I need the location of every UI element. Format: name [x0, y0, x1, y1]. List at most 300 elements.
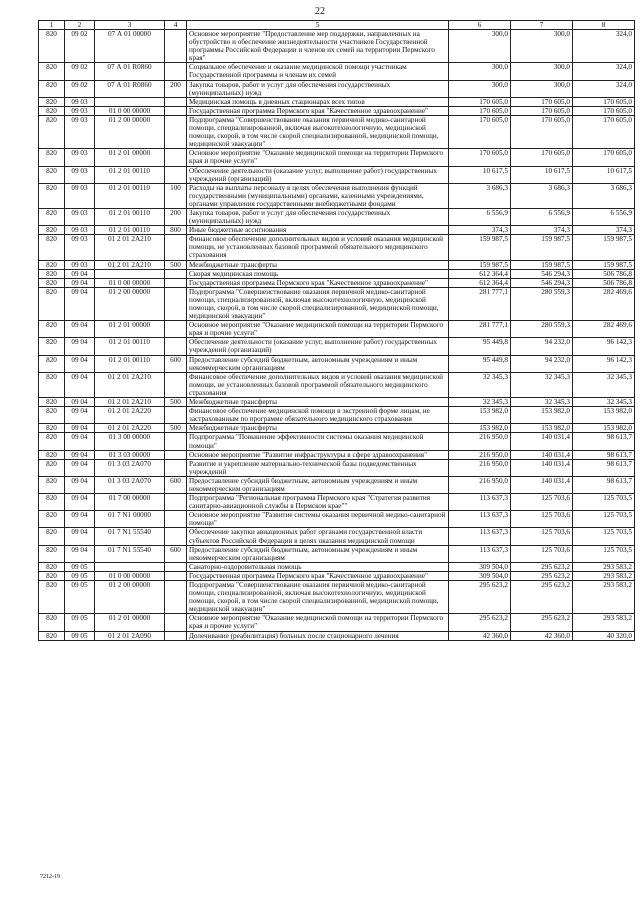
cell-amount-year1: 216 950,0: [449, 459, 511, 476]
cell-expense-type: [165, 166, 187, 183]
cell-ministry: 820: [39, 355, 65, 372]
cell-target-article: 01 2 01 00000: [95, 614, 165, 631]
cell-amount-year3: 98 613,7: [573, 433, 635, 450]
table-row: [39, 450, 635, 459]
cell-amount-year2: 295 623,2: [511, 562, 573, 571]
cell-expense-type: [165, 494, 187, 511]
cell-target-article: 01 0 00 00000: [95, 106, 165, 115]
cell-amount-year3: 32 345,3: [573, 398, 635, 407]
table-row: [39, 149, 635, 166]
cell-amount-year3: 293 583,2: [573, 614, 635, 631]
cell-amount-year3: 324,0: [573, 63, 635, 80]
cell-ministry: 820: [39, 459, 65, 476]
header-cell: 6: [449, 21, 511, 30]
cell-amount-year2: 6 556,9: [511, 208, 573, 225]
footer-code: 7212-19: [40, 874, 60, 880]
cell-expense-type: [165, 106, 187, 115]
cell-amount-year2: 546 294,3: [511, 278, 573, 287]
cell-amount-year3: 153 982,0: [573, 407, 635, 424]
cell-description: Предоставление субсидий бюджетным, автономным учреждениям и иным некоммерческим организациям: [187, 476, 449, 493]
cell-amount-year1: 113 637,3: [449, 545, 511, 562]
table-row: [39, 355, 635, 372]
cell-description: Санаторно-оздоровительная помощь: [187, 562, 449, 571]
cell-amount-year3: 170 605,0: [573, 115, 635, 148]
table-row: [39, 235, 635, 260]
cell-amount-year3: 125 703,5: [573, 528, 635, 545]
table-row: [39, 545, 635, 562]
cell-description: Обеспечение деятельности (оказание услуг, выполнение работ) государственных учреждений (организаций): [187, 338, 449, 355]
header-cell: 5: [187, 21, 449, 30]
cell-amount-year2: 295 623,2: [511, 571, 573, 580]
cell-target-article: 01 2 01 00110: [95, 355, 165, 372]
cell-ministry: 820: [39, 287, 65, 320]
cell-amount-year2: 94 232,0: [511, 355, 573, 372]
cell-expense-type: 500: [165, 260, 187, 269]
cell-amount-year2: 32 345,3: [511, 398, 573, 407]
cell-amount-year1: 170 605,0: [449, 97, 511, 106]
cell-ministry: 820: [39, 226, 65, 235]
cell-amount-year1: 153 982,0: [449, 407, 511, 424]
cell-target-article: 01 2 00 00000: [95, 581, 165, 614]
cell-amount-year1: 295 623,2: [449, 581, 511, 614]
cell-ministry: 820: [39, 372, 65, 397]
cell-section: 09 04: [65, 511, 95, 528]
cell-description: Основное мероприятие "Оказание медицинской помощи на территории Пермского края и прочие услуги": [187, 149, 449, 166]
cell-amount-year2: 170 605,0: [511, 115, 573, 148]
cell-amount-year2: 170 605,0: [511, 97, 573, 106]
cell-ministry: 820: [39, 106, 65, 115]
cell-amount-year3: 6 556,9: [573, 208, 635, 225]
cell-amount-year2: 140 031,4: [511, 450, 573, 459]
cell-description: Финансовое обеспечение дополнительных видов и условий оказания медицинской помощи, не установленных базовой программой обязательного медицинского страхования: [187, 235, 449, 260]
cell-amount-year3: 506 786,8: [573, 278, 635, 287]
cell-amount-year1: 113 637,3: [449, 494, 511, 511]
cell-section: 09 04: [65, 494, 95, 511]
cell-amount-year1: 374,3: [449, 226, 511, 235]
cell-description: Основное мероприятие "Предоставление мер поддержки, направленных на обустройство и обеспечение жизнедеятельности участников Государственной программы Российской Федерации и членов их семей на территории Пермского края": [187, 30, 449, 63]
cell-expense-type: [165, 562, 187, 571]
cell-amount-year2: 374,3: [511, 226, 573, 235]
cell-expense-type: [165, 287, 187, 320]
cell-amount-year2: 170 605,0: [511, 149, 573, 166]
cell-section: 09 04: [65, 338, 95, 355]
cell-section: 09 03: [65, 183, 95, 208]
table-row: [39, 494, 635, 511]
cell-amount-year3: 159 987,5: [573, 235, 635, 260]
cell-amount-year3: 159 987,5: [573, 260, 635, 269]
header-cell: 4: [165, 21, 187, 30]
cell-target-article: 01 7 N1 00000: [95, 511, 165, 528]
table-header-row: [39, 21, 635, 30]
cell-expense-type: [165, 581, 187, 614]
cell-amount-year3: 98 613,7: [573, 459, 635, 476]
cell-section: 09 04: [65, 269, 95, 278]
cell-ministry: 820: [39, 476, 65, 493]
cell-amount-year3: 125 703,5: [573, 494, 635, 511]
table-row: [39, 476, 635, 493]
cell-amount-year1: 281 777,1: [449, 321, 511, 338]
cell-expense-type: [165, 115, 187, 148]
table-row: [39, 166, 635, 183]
cell-section: 09 04: [65, 407, 95, 424]
cell-amount-year2: 140 031,4: [511, 459, 573, 476]
cell-section: 09 04: [65, 450, 95, 459]
cell-amount-year2: 125 703,6: [511, 494, 573, 511]
cell-expense-type: [165, 278, 187, 287]
cell-amount-year1: 95 449,8: [449, 355, 511, 372]
cell-description: Основное мероприятие "Оказание медицинской помощи на территории Пермского края и прочие услуги": [187, 321, 449, 338]
header-cell: 3: [95, 21, 165, 30]
cell-amount-year2: 280 559,3: [511, 287, 573, 320]
cell-amount-year1: 170 605,0: [449, 149, 511, 166]
cell-expense-type: 200: [165, 208, 187, 225]
cell-amount-year2: 295 623,2: [511, 614, 573, 631]
cell-description: Финансовое обеспечение дополнительных видов и условий оказания медицинской помощи, не установленных базовой программой обязательного медицинского страхования: [187, 372, 449, 397]
cell-amount-year2: 280 559,3: [511, 321, 573, 338]
cell-expense-type: [165, 63, 187, 80]
table-row: [39, 183, 635, 208]
cell-section: 09 04: [65, 476, 95, 493]
cell-target-article: 01 2 01 2А210: [95, 260, 165, 269]
cell-target-article: 01 3 00 00000: [95, 433, 165, 450]
cell-expense-type: 600: [165, 545, 187, 562]
cell-expense-type: 200: [165, 80, 187, 97]
cell-section: 09 02: [65, 30, 95, 63]
cell-amount-year2: 94 232,0: [511, 338, 573, 355]
cell-amount-year1: 216 950,0: [449, 476, 511, 493]
budget-table: [38, 20, 635, 641]
cell-amount-year3: 506 786,8: [573, 269, 635, 278]
cell-amount-year3: 282 469,6: [573, 287, 635, 320]
cell-expense-type: [165, 372, 187, 397]
cell-target-article: 01 2 01 00000: [95, 321, 165, 338]
cell-amount-year1: 42 360,0: [449, 631, 511, 640]
cell-expense-type: 600: [165, 355, 187, 372]
header-cell: 2: [65, 21, 95, 30]
cell-amount-year3: 3 686,3: [573, 183, 635, 208]
cell-amount-year3: 293 583,2: [573, 581, 635, 614]
cell-amount-year1: 159 987,5: [449, 235, 511, 260]
cell-amount-year1: 10 617,5: [449, 166, 511, 183]
cell-target-article: 01 2 00 00000: [95, 287, 165, 320]
cell-ministry: 820: [39, 97, 65, 106]
cell-description: Скорая медицинская помощь: [187, 269, 449, 278]
cell-target-article: 01 2 01 2А210: [95, 372, 165, 397]
cell-ministry: 820: [39, 528, 65, 545]
cell-amount-year2: 32 345,3: [511, 372, 573, 397]
cell-amount-year2: 140 031,4: [511, 433, 573, 450]
cell-ministry: 820: [39, 571, 65, 580]
cell-description: Расходы на выплаты персоналу в целях обеспечения выполнения функций государственными (муниципальными) органами, казенными учреждениями, органами управления государственными внебюджетными фондами: [187, 183, 449, 208]
cell-amount-year1: 612 364,4: [449, 278, 511, 287]
cell-description: Развитие и укрепление материально-технической базы подведомственных учреждений: [187, 459, 449, 476]
cell-target-article: 01 2 01 00110: [95, 226, 165, 235]
cell-amount-year3: 282 469,6: [573, 321, 635, 338]
cell-description: Финансовое обеспечение медицинской помощи в экстренной форме лицам, не застрахованным по программе обязательного медицинского страхования: [187, 407, 449, 424]
table-row: [39, 208, 635, 225]
cell-amount-year2: 42 360,0: [511, 631, 573, 640]
cell-target-article: 07 А 01 00000: [95, 30, 165, 63]
cell-description: Предоставление субсидий бюджетным, автономным учреждениям и иным некоммерческим организациям: [187, 355, 449, 372]
cell-expense-type: [165, 511, 187, 528]
cell-target-article: 01 2 01 00000: [95, 149, 165, 166]
cell-amount-year2: 546 294,3: [511, 269, 573, 278]
cell-target-article: 01 3 03 2А070: [95, 476, 165, 493]
cell-amount-year3: 96 142,3: [573, 355, 635, 372]
cell-amount-year1: 300,0: [449, 30, 511, 63]
cell-section: 09 04: [65, 287, 95, 320]
cell-description: Долечивание (реабилитация) больных после стационарного лечения: [187, 631, 449, 640]
table-row: [39, 424, 635, 433]
cell-description: Медицинская помощь в дневных стационарах всех типов: [187, 97, 449, 106]
page-number: 22: [315, 6, 325, 17]
cell-description: Социальное обеспечение и оказание медицинской помощи участникам Государственной программы и членам их семей: [187, 63, 449, 80]
cell-section: 09 03: [65, 115, 95, 148]
cell-amount-year3: 98 613,7: [573, 476, 635, 493]
cell-target-article: 01 3 03 2А070: [95, 459, 165, 476]
table-row: [39, 631, 635, 640]
cell-ministry: 820: [39, 183, 65, 208]
cell-target-article: 01 2 01 2А210: [95, 398, 165, 407]
cell-amount-year1: 113 637,3: [449, 528, 511, 545]
cell-amount-year2: 159 987,5: [511, 260, 573, 269]
cell-section: 09 05: [65, 631, 95, 640]
cell-amount-year2: 153 982,0: [511, 424, 573, 433]
table-row: [39, 398, 635, 407]
cell-amount-year1: 300,0: [449, 80, 511, 97]
table-row: [39, 278, 635, 287]
cell-amount-year2: 125 703,6: [511, 528, 573, 545]
cell-expense-type: [165, 407, 187, 424]
cell-section: 09 03: [65, 149, 95, 166]
table-body: [39, 30, 635, 641]
cell-description: Основное мероприятие "Развитие системы оказания первичной медико-санитарной помощи": [187, 511, 449, 528]
table-row: [39, 30, 635, 63]
cell-target-article: 01 2 01 00110: [95, 166, 165, 183]
cell-target-article: 01 2 00 00000: [95, 115, 165, 148]
cell-description: Подпрограмма "Региональная программа Пермского края "Стратегия развития санитарно-авиационной службы в Пермском крае"": [187, 494, 449, 511]
cell-description: Закупка товаров, работ и услуг для обеспечения государственных (муниципальных) нужд: [187, 80, 449, 97]
cell-amount-year2: 153 982,0: [511, 407, 573, 424]
cell-amount-year1: 281 777,1: [449, 287, 511, 320]
cell-amount-year3: 125 703,5: [573, 545, 635, 562]
cell-amount-year3: 98 613,7: [573, 450, 635, 459]
cell-target-article: 01 3 03 00000: [95, 450, 165, 459]
cell-amount-year2: 125 703,6: [511, 511, 573, 528]
cell-amount-year3: 293 583,2: [573, 571, 635, 580]
cell-target-article: 01 0 00 00000: [95, 571, 165, 580]
table-row: [39, 80, 635, 97]
cell-expense-type: 500: [165, 424, 187, 433]
cell-amount-year1: 612 364,4: [449, 269, 511, 278]
cell-description: Подпрограмма "Совершенствование оказания первичной медико-санитарной помощи, специализированной, включая высокотехнологичную, медицинской помощи, скорой, в том числе скорой специализированной, медицинской помощи, медицинской эвакуации": [187, 115, 449, 148]
table-row: [39, 407, 635, 424]
cell-description: Государственная программа Пермского края "Качественное здравоохранение": [187, 278, 449, 287]
cell-target-article: 01 2 01 2А090: [95, 631, 165, 640]
cell-description: Обеспечение деятельности (оказание услуг, выполнение работ) государственных учреждений (организаций): [187, 166, 449, 183]
cell-amount-year1: 170 605,0: [449, 115, 511, 148]
cell-section: 09 05: [65, 571, 95, 580]
table-row: [39, 614, 635, 631]
cell-amount-year2: 125 703,6: [511, 545, 573, 562]
cell-ministry: 820: [39, 269, 65, 278]
cell-target-article: 07 А 01 R0860: [95, 80, 165, 97]
table-row: [39, 562, 635, 571]
cell-target-article: 01 2 01 00110: [95, 183, 165, 208]
cell-description: Предоставление субсидий бюджетным, автономным учреждениям и иным некоммерческим организациям: [187, 545, 449, 562]
cell-amount-year1: 295 623,2: [449, 614, 511, 631]
cell-expense-type: [165, 338, 187, 355]
cell-amount-year1: 309 504,0: [449, 571, 511, 580]
cell-ministry: 820: [39, 450, 65, 459]
cell-section: 09 04: [65, 398, 95, 407]
cell-ministry: 820: [39, 562, 65, 571]
cell-section: 09 03: [65, 226, 95, 235]
cell-expense-type: [165, 321, 187, 338]
table-row: [39, 338, 635, 355]
cell-ministry: 820: [39, 338, 65, 355]
cell-expense-type: [165, 450, 187, 459]
header-cell: 8: [573, 21, 635, 30]
cell-target-article: 01 0 00 00000: [95, 278, 165, 287]
cell-amount-year1: 32 345,3: [449, 372, 511, 397]
cell-target-article: [95, 562, 165, 571]
cell-ministry: 820: [39, 398, 65, 407]
cell-expense-type: [165, 149, 187, 166]
table-row: [39, 321, 635, 338]
cell-amount-year2: 140 031,4: [511, 476, 573, 493]
cell-target-article: 07 А 01 R0860: [95, 63, 165, 80]
cell-target-article: 01 2 01 00110: [95, 338, 165, 355]
table-row: [39, 97, 635, 106]
cell-section: 09 04: [65, 372, 95, 397]
cell-section: 09 03: [65, 260, 95, 269]
cell-ministry: 820: [39, 614, 65, 631]
cell-amount-year3: 96 142,3: [573, 338, 635, 355]
cell-ministry: 820: [39, 407, 65, 424]
cell-description: Межбюджетные трансферты: [187, 424, 449, 433]
cell-section: 09 03: [65, 208, 95, 225]
cell-ministry: 820: [39, 433, 65, 450]
cell-amount-year2: 170 605,0: [511, 106, 573, 115]
cell-target-article: 01 7 00 00000: [95, 494, 165, 511]
table-row: [39, 581, 635, 614]
cell-ministry: 820: [39, 80, 65, 97]
cell-description: Закупка товаров, работ и услуг для обеспечения государственных (муниципальных) нужд: [187, 208, 449, 225]
cell-amount-year1: 3 686,3: [449, 183, 511, 208]
table-row: [39, 226, 635, 235]
cell-amount-year3: 125 703,5: [573, 511, 635, 528]
cell-description: Основное мероприятие "Развитие инфраструктуры в сфере здравоохранения": [187, 450, 449, 459]
cell-section: 09 04: [65, 528, 95, 545]
cell-description: Подпрограмма "Совершенствование оказания первичной медико-санитарной помощи, специализированной, включая высокотехнологичную, медицинской помощи, скорой, в том числе скорой специализированной, медицинской помощи, медицинской эвакуации": [187, 581, 449, 614]
cell-amount-year3: 293 583,2: [573, 562, 635, 571]
cell-amount-year3: 170 605,0: [573, 149, 635, 166]
cell-amount-year3: 324,0: [573, 80, 635, 97]
cell-target-article: 01 2 01 00110: [95, 208, 165, 225]
cell-ministry: 820: [39, 115, 65, 148]
cell-ministry: 820: [39, 545, 65, 562]
cell-section: 09 02: [65, 80, 95, 97]
cell-amount-year2: 300,0: [511, 63, 573, 80]
cell-amount-year3: 170 605,0: [573, 97, 635, 106]
cell-ministry: 820: [39, 149, 65, 166]
cell-expense-type: 600: [165, 476, 187, 493]
cell-section: 09 04: [65, 355, 95, 372]
cell-section: 09 03: [65, 235, 95, 260]
table-row: [39, 260, 635, 269]
cell-expense-type: 100: [165, 183, 187, 208]
cell-section: 09 03: [65, 97, 95, 106]
table-row: [39, 287, 635, 320]
cell-section: 09 04: [65, 424, 95, 433]
cell-amount-year3: 153 982,0: [573, 424, 635, 433]
cell-ministry: 820: [39, 208, 65, 225]
cell-amount-year1: 300,0: [449, 63, 511, 80]
table-row: [39, 269, 635, 278]
cell-section: 09 04: [65, 545, 95, 562]
cell-expense-type: [165, 235, 187, 260]
cell-expense-type: 800: [165, 226, 187, 235]
cell-description: Обеспечение закупки авиационных работ органами государственной власти субъектов Российской Федерации в целях оказания медицинской помощи: [187, 528, 449, 545]
cell-amount-year1: 113 637,3: [449, 511, 511, 528]
cell-section: 09 05: [65, 562, 95, 571]
cell-amount-year3: 170 605,0: [573, 106, 635, 115]
cell-section: 09 04: [65, 278, 95, 287]
cell-description: Подпрограмма "Совершенствование оказания первичной медико-санитарной помощи, специализированной, включая высокотехнологичную, медицинской помощи, скорой, в том числе скорой специализированной, медицинской помощи, медицинской эвакуации": [187, 287, 449, 320]
cell-description: Подпрограмма "Повышение эффективности системы оказания медицинской помощи": [187, 433, 449, 450]
cell-amount-year2: 295 623,2: [511, 581, 573, 614]
header-cell: 1: [39, 21, 65, 30]
table-row: [39, 115, 635, 148]
cell-amount-year3: 40 320,0: [573, 631, 635, 640]
table-row: [39, 372, 635, 397]
cell-expense-type: [165, 269, 187, 278]
table-row: [39, 511, 635, 528]
table-row: [39, 106, 635, 115]
cell-ministry: 820: [39, 63, 65, 80]
cell-expense-type: 500: [165, 398, 187, 407]
cell-amount-year1: 170 605,0: [449, 106, 511, 115]
cell-section: 09 04: [65, 433, 95, 450]
cell-target-article: [95, 269, 165, 278]
cell-section: 09 04: [65, 459, 95, 476]
cell-amount-year3: 374,3: [573, 226, 635, 235]
cell-target-article: [95, 97, 165, 106]
header-cell: 7: [511, 21, 573, 30]
cell-section: 09 02: [65, 63, 95, 80]
cell-target-article: 01 2 01 2А210: [95, 235, 165, 260]
cell-target-article: 01 2 01 2А220: [95, 407, 165, 424]
cell-description: Государственная программа Пермского края "Качественное здравоохранение": [187, 571, 449, 580]
cell-expense-type: [165, 571, 187, 580]
cell-amount-year3: 32 345,3: [573, 372, 635, 397]
cell-description: Государственная программа Пермского края "Качественное здравоохранение": [187, 106, 449, 115]
cell-expense-type: [165, 30, 187, 63]
cell-target-article: 01 7 N1 55540: [95, 545, 165, 562]
cell-amount-year1: 6 556,9: [449, 208, 511, 225]
cell-description: Межбюджетные трансферты: [187, 260, 449, 269]
table-row: [39, 571, 635, 580]
cell-target-article: 01 2 01 2А220: [95, 424, 165, 433]
cell-ministry: 820: [39, 321, 65, 338]
cell-amount-year2: 10 617,5: [511, 166, 573, 183]
cell-section: 09 03: [65, 106, 95, 115]
cell-expense-type: [165, 528, 187, 545]
cell-section: 09 05: [65, 581, 95, 614]
table-row: [39, 459, 635, 476]
cell-ministry: 820: [39, 511, 65, 528]
